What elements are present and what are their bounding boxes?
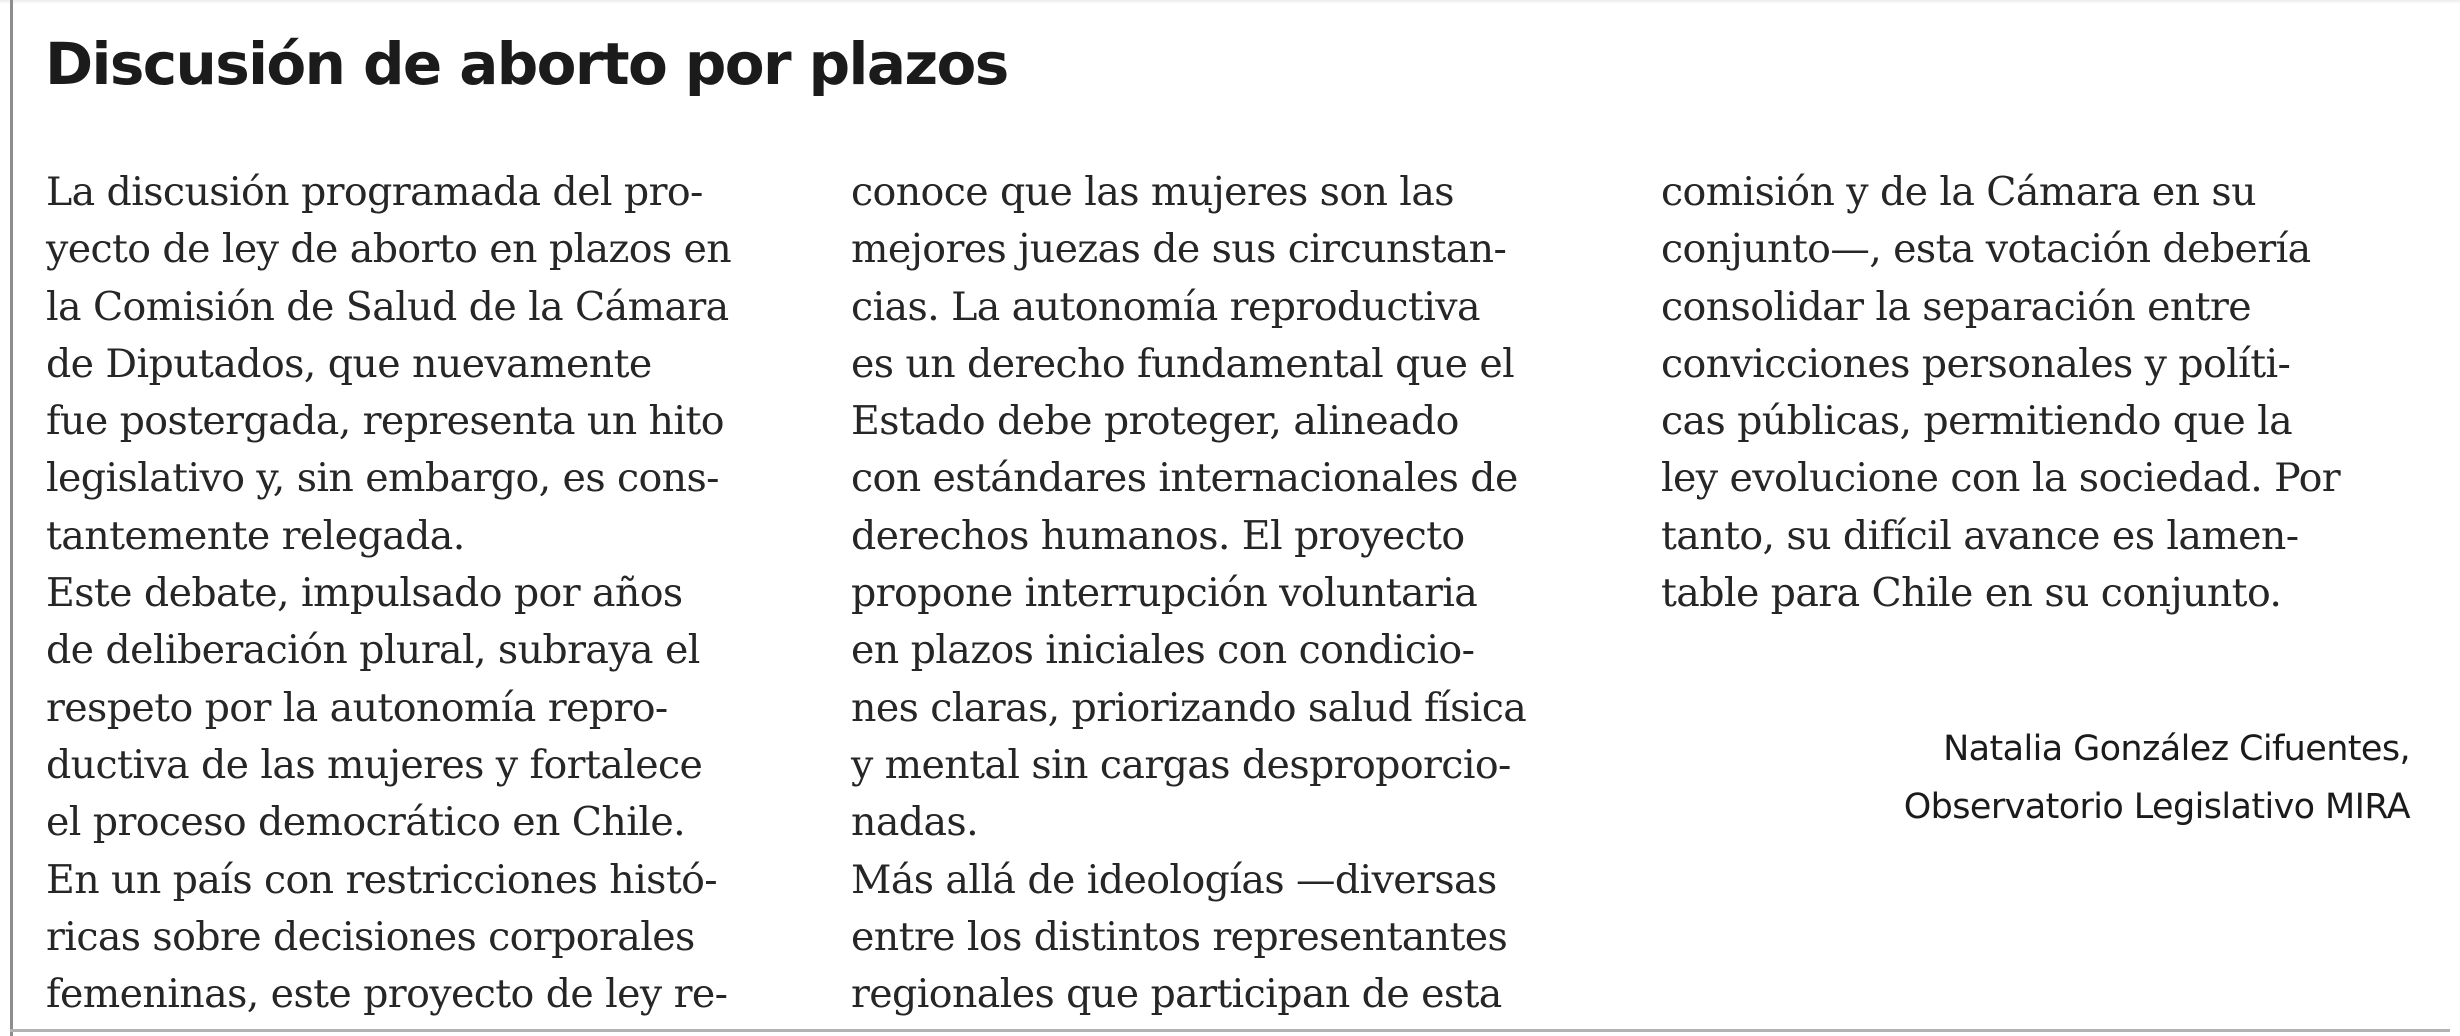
text-line: conjunto—, esta votación debería <box>1661 226 2311 273</box>
text-line: con estándares internacionales de <box>851 455 1518 502</box>
text-line: el proceso democrático en Chile. <box>46 799 686 846</box>
text-line: de Diputados, que nuevamente <box>46 340 652 387</box>
text-line: consolidar la separación entre <box>1661 283 2252 330</box>
text-line: fue postergada, representa un hito <box>46 398 724 445</box>
text-line: es un derecho fundamental que el <box>851 340 1515 387</box>
text-line: conoce que las mujeres son las <box>851 169 1454 215</box>
text-line: entre los distintos representantes <box>851 913 1508 960</box>
text-line: Este debate, impulsado por años <box>46 570 683 617</box>
text-line: regionales que participan de esta <box>851 971 1502 1018</box>
text-line: comisión y de la Cámara en su <box>1661 169 2256 215</box>
author-organization: Observatorio Legislativo MIRA <box>1903 787 2410 827</box>
text-line: derechos humanos. El proyecto <box>851 512 1465 559</box>
text-line: En un país con restricciones histó- <box>46 856 718 903</box>
text-line: de deliberación plural, subraya el <box>46 627 700 674</box>
article-column-1 <box>46 164 731 1023</box>
text-line: nadas. <box>851 799 979 846</box>
text-line: mejores juezas de sus circunstan- <box>851 226 1507 273</box>
text-line: legislativo y, sin embargo, es cons- <box>46 455 719 502</box>
article-headline: Discusión de aborto por plazos <box>45 30 1008 98</box>
text-line: La discusión programada del pro- <box>46 169 703 215</box>
author-name: Natalia González Cifuentes, <box>1943 729 2410 769</box>
text-line: cas públicas, permitiendo que la <box>1661 398 2293 445</box>
scan-top-edge <box>0 0 2460 4</box>
text-line: cias. La autonomía reproductiva <box>851 283 1480 330</box>
bottom-border-rule <box>10 1029 2450 1032</box>
text-line: nes claras, priorizando salud física <box>851 684 1527 731</box>
left-border-rule <box>10 0 13 1036</box>
text-line: convicciones personales y políti- <box>1661 340 2291 387</box>
text-line: la Comisión de Salud de la Cámara <box>46 283 729 330</box>
text-line: ley evolucione con la sociedad. Por <box>1661 455 2341 502</box>
text-line: propone interrupción voluntaria <box>851 570 1478 617</box>
text-line: yecto de ley de aborto en plazos en <box>46 226 732 273</box>
article-column-2 <box>851 164 1526 1023</box>
text-line: tanto, su difícil avance es lamen- <box>1661 512 2299 559</box>
text-line: respeto por la autonomía repro- <box>46 684 668 731</box>
text-line: Más allá de ideologías —diversas <box>851 856 1497 903</box>
text-line: ricas sobre decisiones corporales <box>46 913 695 960</box>
text-line: en plazos iniciales con condicio- <box>851 627 1475 674</box>
text-line: Estado debe proteger, alineado <box>851 398 1459 445</box>
text-line: ductiva de las mujeres y fortalece <box>46 741 703 788</box>
article-column-3 <box>1661 164 2340 622</box>
text-line: femeninas, este proyecto de ley re- <box>46 971 728 1018</box>
author-signature <box>1904 720 2410 836</box>
text-line: y mental sin cargas desproporcio- <box>851 741 1511 788</box>
text-line: table para Chile en su conjunto. <box>1661 570 2282 617</box>
text-line: tantemente relegada. <box>46 512 465 559</box>
